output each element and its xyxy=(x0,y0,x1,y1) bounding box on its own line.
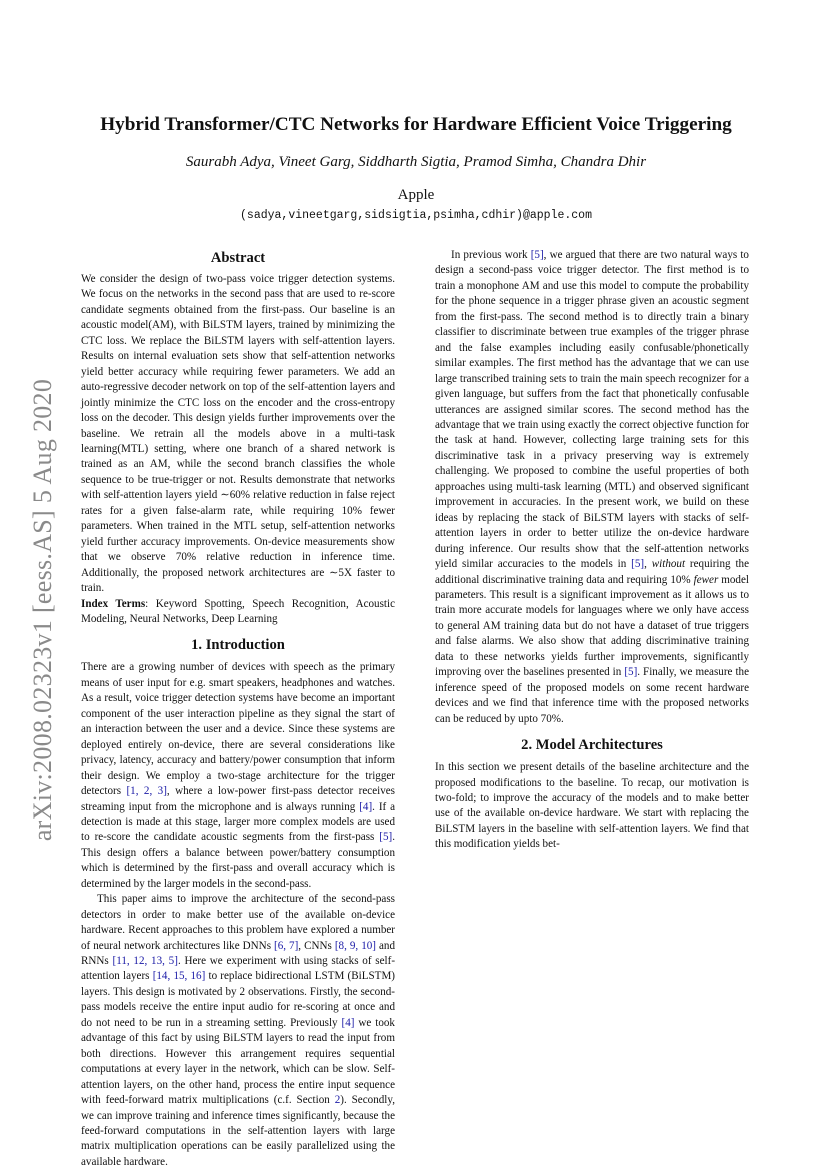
citation-link[interactable]: [11, 12, 13, 5] xyxy=(112,955,178,968)
index-terms xyxy=(81,597,395,628)
author-list: Saurabh Adya, Vineet Garg, Siddharth Sigtia, Pramod Simha, Chandra Dhir xyxy=(185,154,647,170)
intro-paragraph-2: This paper aims to improve the architecture of the second-pass detectors in order to make better use of the available on-device hardware. Recent approaches to this problem have explored a number of neural network architectures like DNNs [6, 7], CNNs [8, 9, 10] and RNNs [11, 12, 13, 5]. Here we experiment with using stacks of self-attention layers [14, 15, 16] to replace bidirectional LSTM (BiLSTM) layers. This design is motivated by 2 observations. Firstly, the second-pass models receive the entire input audio for re-scoring at once and do not need to be run in a streaming setting. Previously [4] we took advantage of this fact by using BiLSTM layers to read the input from both directions. However this arrangement requires sequential computations at every layer in the network, which can be slow. Self-attention layers, on the other hand, process the entire input sequence with feed-forward matrix multiplications (c.f. Section 2). Secondly, we can improve training and inference times significantly, because the feed-forward computations in the self-attention layers with large matrix multiplication operations can be easily parallelized using the available hardware. xyxy=(81,893,396,1168)
index-terms-label: Index Terms xyxy=(81,597,146,610)
author-emails: (sadya,vineetgarg,sidsigtia,psimha,cdhir)@apple.com xyxy=(240,209,592,222)
abstract-text: We consider the design of two-pass voice trigger detection systems. We focus on the networks in the second pass that are used to re-score candidate segments obtained from the first-pass. Our baseline is an acoustic model(AM), with BiLSTM layers, trained by minimizing the CTC loss. We replace the BiLSTM layers with self-attention layers. Results on internal evaluation sets show that self-attention networks yield better accuracy while requiring fewer parameters. We add an auto-regressive decoder network on top of the self-attention layers and jointly minimize the CTC loss on the encoder and the cross-entropy loss on the decoder. This design yields further improvements over the baseline. We retrain all the models above in a multi-task learning(MTL) setting, where one branch of a shared network is trained as an AM, while the second branch classifies the whole sequence to be true-trigger or not. Results demonstrate that networks with self-attention layers yield ∼60% relative reduction in false reject rates for a given false-alarm rate, while requiring 10% fewer parameters. When trained in the MTL setup, self-attention networks yield further accuracy improvements. On-device measurements show that we observe 70% relative reduction in inference time. Additionally, the proposed network architectures are ∼5X faster to train. xyxy=(81,273,395,595)
intro-paragraph-2-continued: to replace bidirectional LSTM (BiLSTM) layers. This design is motivated by 2 observations. Firstly, the second-pass models receive the entire input audio for re-scoring at once and do not need to be run in a streaming setting. Previously xyxy=(81,970,396,1029)
citation-link[interactable]: [5] xyxy=(631,558,645,571)
intro-paragraph-1: There are a growing number of devices with speech as the primary means of user input for e.g. smart speakers, headphones and watches. As a result, voice trigger detection systems have become an important component of the user interaction pipeline as they signal the start of an interaction between the user and a device. Since these systems are deployed entirely on-device, there are several considerations like privacy, latency, accuracy and battery/power consumption that inform their design. We employ a two-stage architecture for the trigger detectors [1, 2, 3], where a low-power first-pass detector receives streaming input from the microphone and is always running [4]. If a detection is made at this stage, larger more complex models are used to re-score the candidate acoustic segments from the first-pass [5]. This design offers a balance between power/battery consumption which is determined by the first-pass and overall accuracy which is determined by the larger models in the second-pass. xyxy=(81,661,395,890)
left-column xyxy=(81,248,395,1170)
paper-title: Hybrid Transformer/CTC Networks for Hardware Efficient Voice Triggering xyxy=(100,114,732,135)
right-column xyxy=(435,248,749,853)
intro-paragraph-3: In previous work [5], we argued that there are two natural ways to design a second-pass voice trigger detector. The first method is to train a monophone AM and use this model to compute the probability for the phone sequence in a trigger phrase given an acoustic segment from the first-pass. The second method is to directly train a binary classifier to discriminate between true examples of the trigger phrase and the false examples including easily confusable/phonetically similar examples. The first method has the advantage that we can use large transcribed training sets to train the main speech recognizer for a given language, but suffers from the fact that phonetically confusable utterances are assigned similar scores. The second method has the advantage that we train using exactly the correct objective function for the task at hand. However, collecting large training sets for this discriminative task in a privacy preserving way is extremely challenging. We proposed to combine the useful properties of both approaches using multi-task learning (MTL) and observed significant improvement in accuracies. In the present work, we build on these ideas by replacing the stack of BiLSTM layers with stacks of self-attention layers in order to better utilize the on-device hardware during inference. Our results show that the self-attention networks yield similar accuracies to the models in [5], without requiring the additional discriminative training data and requiring 10% fewer model parameters. This result is a significant improvement as it allows us to train more accurate models for languages where we only have access to general AM training data but do not have a dataset of true triggers and false alarms. We also show that adding discriminative training data to these networks yields further improvements, significantly improving over the baselines presented in [5]. Finally, we measure the inference speed of the proposed models on some recent hardware devices and we find that inference time with the proposed networks can be reduced by upto 70%. xyxy=(435,249,750,725)
citation-link[interactable]: [5] xyxy=(530,249,544,261)
section-heading-introduction: 1. Introduction xyxy=(191,637,285,654)
abstract-heading: Abstract xyxy=(210,250,266,266)
arxiv-stamp xyxy=(28,350,58,870)
citation-link[interactable]: [5] xyxy=(379,831,393,844)
section-heading-model-architectures: 2. Model Architectures xyxy=(521,737,663,754)
model-paragraph-1: In this section we present details of the baseline architecture and the proposed modifications to the baseline. To recap, our motivation is two-fold; to improve the accuracy of the models and to make better use of the available on-device hardware. We start with replacing the BiLSTM layers in the baseline with self-attention layers. We find that this modification yields bet- xyxy=(435,761,749,851)
emphasis-without: without xyxy=(651,558,686,571)
citation-link[interactable]: [5] xyxy=(624,666,638,679)
citation-link[interactable]: [4] xyxy=(359,800,373,813)
citation-link[interactable]: [8, 9, 10] xyxy=(334,939,376,952)
emphasis-fewer: fewer xyxy=(693,573,719,586)
citation-link[interactable]: [6, 7] xyxy=(274,939,299,952)
citation-link[interactable]: [14, 15, 16] xyxy=(152,970,206,983)
arxiv-identifier: arXiv:2008.02323v1 [eess.AS] 5 Aug 2020 xyxy=(28,378,57,842)
index-terms-list: : Keyword Spotting, Speech Recognition, Acoustic Modeling, Neural Networks, Deep Learning xyxy=(81,597,395,625)
citation-link[interactable]: [1, 2, 3] xyxy=(126,785,167,798)
section-link[interactable]: 2 xyxy=(334,1094,341,1107)
affiliation: Apple xyxy=(397,187,435,203)
citation-link[interactable]: [4] xyxy=(341,1016,355,1029)
